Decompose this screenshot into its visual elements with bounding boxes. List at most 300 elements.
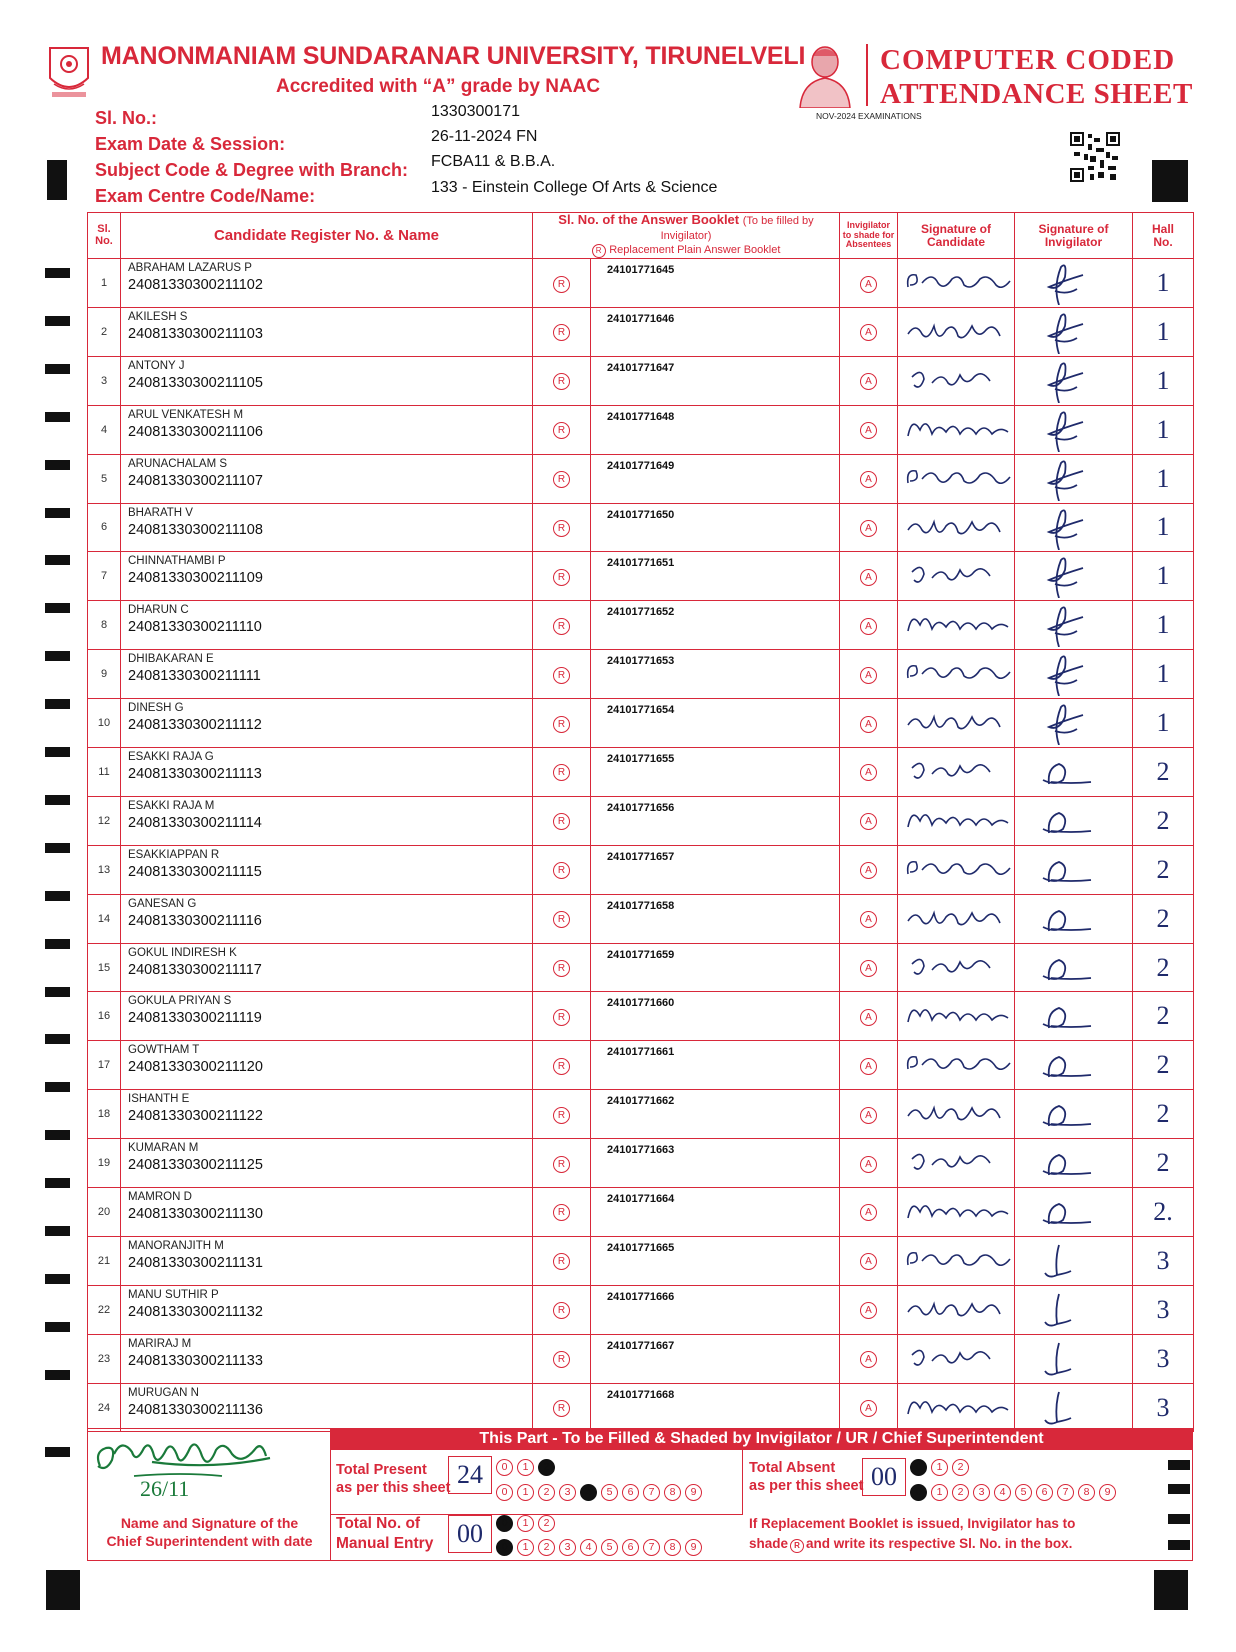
absentee-a-bubble[interactable]: A bbox=[860, 1058, 877, 1075]
absentee-cell[interactable] bbox=[840, 601, 898, 650]
row-sl-no: 18 bbox=[88, 1090, 121, 1139]
timing-mark bbox=[45, 412, 70, 422]
total-present-label: Total Present as per this sheet bbox=[336, 1462, 451, 1496]
candidate-name: GANESAN G bbox=[128, 897, 197, 910]
candidate-name: ESAKKI RAJA G bbox=[128, 751, 214, 763]
candidate-signature bbox=[902, 412, 1016, 450]
replacement-cell[interactable] bbox=[533, 1188, 591, 1237]
hall-number: 2 bbox=[1133, 1041, 1194, 1090]
absentee-cell[interactable] bbox=[840, 454, 898, 503]
table-row bbox=[88, 1383, 1194, 1432]
replacement-cell[interactable] bbox=[533, 259, 591, 308]
digit-bubble[interactable]: 5 bbox=[1015, 1484, 1032, 1501]
booklet-cell bbox=[591, 503, 840, 552]
absentee-cell[interactable] bbox=[840, 845, 898, 894]
invigilator-signature bbox=[1019, 1141, 1133, 1185]
absentee-a-bubble[interactable]: A bbox=[860, 373, 877, 390]
row-sl-no: 15 bbox=[88, 943, 121, 992]
absentee-cell[interactable] bbox=[840, 650, 898, 699]
replacement-cell[interactable] bbox=[533, 699, 591, 748]
replacement-cell[interactable] bbox=[533, 1383, 591, 1432]
table-row bbox=[88, 1188, 1194, 1237]
timing-mark bbox=[45, 795, 70, 805]
absent-unit-bubbles[interactable] bbox=[910, 1482, 1120, 1501]
absentee-a-bubble[interactable]: A bbox=[860, 569, 877, 586]
candidate-signature bbox=[902, 1194, 1016, 1232]
absentee-a-bubble[interactable]: A bbox=[860, 1302, 877, 1319]
digit-bubble[interactable]: 5 bbox=[601, 1539, 618, 1556]
replacement-cell[interactable] bbox=[533, 894, 591, 943]
replacement-r-bubble[interactable]: R bbox=[553, 1058, 570, 1075]
replacement-r-bubble[interactable]: R bbox=[553, 1156, 570, 1173]
candidate-signature bbox=[902, 1390, 1016, 1428]
candidate-name: ARUL VENKATESH M bbox=[128, 408, 244, 421]
register-number: 24081330300211117 bbox=[128, 961, 262, 978]
candidate-signature bbox=[902, 510, 1016, 548]
timing-mark bbox=[45, 747, 70, 757]
digit-bubble[interactable]: 0 bbox=[496, 1539, 513, 1556]
candidate-name: MURUGAN N bbox=[128, 1386, 199, 1399]
digit-bubble[interactable]: 9 bbox=[685, 1539, 702, 1556]
manual-tens-bubbles[interactable] bbox=[496, 1513, 559, 1532]
invigilator-signature-cell bbox=[1015, 1139, 1133, 1188]
row-sl-no: 2 bbox=[88, 307, 121, 356]
digit-bubble[interactable]: 9 bbox=[1099, 1484, 1116, 1501]
booklet-cell bbox=[591, 943, 840, 992]
digit-bubble[interactable]: 1 bbox=[931, 1484, 948, 1501]
candidate-name: MAMRON D bbox=[128, 1191, 192, 1204]
booklet-number: 24101771665 bbox=[607, 1241, 675, 1254]
booklet-cell bbox=[591, 1188, 840, 1237]
absentee-cell[interactable] bbox=[840, 943, 898, 992]
register-number: 24081330300211133 bbox=[128, 1352, 263, 1369]
candidate-signature bbox=[902, 803, 1016, 841]
absentee-a-bubble[interactable]: A bbox=[860, 716, 877, 733]
footer-divider bbox=[742, 1450, 743, 1515]
manual-unit-bubbles[interactable] bbox=[496, 1537, 706, 1556]
present-unit-bubbles[interactable] bbox=[496, 1482, 706, 1501]
digit-bubble[interactable]: 6 bbox=[622, 1539, 639, 1556]
digit-bubble[interactable]: 2 bbox=[538, 1515, 555, 1532]
timing-mark bbox=[45, 555, 70, 565]
absentee-cell[interactable] bbox=[840, 307, 898, 356]
digit-bubble[interactable]: 8 bbox=[664, 1539, 681, 1556]
absentee-a-bubble[interactable]: A bbox=[860, 862, 877, 879]
table-row bbox=[88, 1139, 1194, 1188]
present-tens-bubbles[interactable] bbox=[496, 1457, 559, 1476]
booklet-cell bbox=[591, 552, 840, 601]
digit-bubble[interactable]: 7 bbox=[643, 1539, 660, 1556]
absentee-cell[interactable] bbox=[840, 552, 898, 601]
replacement-r-bubble[interactable]: R bbox=[553, 1107, 570, 1124]
candidate-cell bbox=[121, 1285, 533, 1334]
absentee-a-bubble[interactable]: A bbox=[860, 1351, 877, 1368]
candidate-name: ANTONY J bbox=[128, 359, 185, 372]
digit-bubble[interactable]: 2 bbox=[538, 1484, 555, 1501]
timing-mark bbox=[45, 1322, 70, 1332]
candidate-signature-cell bbox=[898, 1041, 1015, 1090]
absentee-cell[interactable] bbox=[840, 356, 898, 405]
booklet-number: 24101771651 bbox=[607, 557, 675, 570]
timing-mark bbox=[1152, 160, 1188, 202]
digit-bubble[interactable]: 0 bbox=[910, 1484, 927, 1501]
exam-session-label: NOV-2024 EXAMINATIONS bbox=[816, 111, 922, 121]
candidate-signature-cell bbox=[898, 1334, 1015, 1383]
candidate-signature bbox=[902, 950, 1016, 988]
candidate-cell bbox=[121, 699, 533, 748]
absentee-a-bubble[interactable]: A bbox=[860, 960, 877, 977]
digit-bubble[interactable]: 4 bbox=[580, 1484, 597, 1501]
hall-number: 1 bbox=[1133, 552, 1194, 601]
register-number: 24081330300211115 bbox=[128, 863, 262, 880]
candidate-cell bbox=[121, 307, 533, 356]
booklet-cell bbox=[591, 1139, 840, 1188]
candidate-signature-cell bbox=[898, 307, 1015, 356]
absentee-cell[interactable] bbox=[840, 1090, 898, 1139]
digit-bubble[interactable]: 8 bbox=[1078, 1484, 1095, 1501]
absentee-a-bubble[interactable]: A bbox=[860, 324, 877, 341]
absentee-cell[interactable] bbox=[840, 503, 898, 552]
invigilator-signature-cell bbox=[1015, 259, 1133, 308]
booklet-number: 24101771654 bbox=[607, 704, 675, 717]
hall-number: 2 bbox=[1133, 748, 1194, 797]
replacement-cell[interactable] bbox=[533, 454, 591, 503]
booklet-number: 24101771647 bbox=[607, 361, 675, 374]
absentee-a-bubble[interactable]: A bbox=[860, 1253, 877, 1270]
absentee-a-bubble[interactable]: A bbox=[860, 520, 877, 537]
hall-number: 3 bbox=[1133, 1285, 1194, 1334]
booklet-number: 24101771660 bbox=[607, 997, 675, 1010]
candidate-signature-cell bbox=[898, 503, 1015, 552]
replacement-r-bubble[interactable]: R bbox=[553, 471, 570, 488]
invigilator-signature-cell bbox=[1015, 845, 1133, 894]
total-absent-box[interactable]: 00 bbox=[862, 1458, 906, 1496]
register-number: 24081330300211102 bbox=[128, 277, 263, 294]
manual-entry-box[interactable]: 00 bbox=[448, 1515, 492, 1553]
timing-mark bbox=[45, 268, 70, 278]
timing-mark bbox=[45, 843, 70, 853]
replacement-r-bubble[interactable]: R bbox=[553, 716, 570, 733]
row-sl-no: 13 bbox=[88, 845, 121, 894]
digit-bubble[interactable]: 2 bbox=[538, 1459, 555, 1476]
replacement-r-bubble[interactable]: R bbox=[553, 862, 570, 879]
replacement-r-bubble[interactable]: R bbox=[553, 667, 570, 684]
replacement-cell[interactable] bbox=[533, 601, 591, 650]
digit-bubble[interactable]: 6 bbox=[1036, 1484, 1053, 1501]
digit-bubble[interactable]: 0 bbox=[496, 1484, 513, 1501]
booklet-cell bbox=[591, 1041, 840, 1090]
register-number: 24081330300211122 bbox=[128, 1108, 263, 1125]
absentee-a-bubble[interactable]: A bbox=[860, 813, 877, 830]
candidate-signature-cell bbox=[898, 405, 1015, 454]
absentee-a-bubble[interactable]: A bbox=[860, 1204, 877, 1221]
register-number: 24081330300211116 bbox=[128, 912, 262, 929]
absentee-a-bubble[interactable]: A bbox=[860, 618, 877, 635]
candidate-signature bbox=[902, 754, 1016, 792]
replacement-cell[interactable] bbox=[533, 1090, 591, 1139]
digit-bubble[interactable]: 1 bbox=[517, 1539, 534, 1556]
invigilator-signature bbox=[1019, 799, 1133, 843]
register-number: 24081330300211107 bbox=[128, 472, 263, 489]
absentee-cell[interactable] bbox=[840, 1334, 898, 1383]
replacement-r-bubble[interactable]: R bbox=[553, 911, 570, 928]
hall-number: 2 bbox=[1133, 845, 1194, 894]
row-sl-no: 24 bbox=[88, 1383, 121, 1432]
digit-bubble[interactable]: 1 bbox=[517, 1484, 534, 1501]
table-header-row bbox=[88, 213, 1194, 259]
register-number: 24081330300211120 bbox=[128, 1059, 263, 1076]
candidate-cell bbox=[121, 650, 533, 699]
candidate-cell bbox=[121, 1090, 533, 1139]
table-row bbox=[88, 650, 1194, 699]
total-present-box[interactable]: 24 bbox=[448, 1456, 492, 1494]
candidate-name: ISHANTH E bbox=[128, 1093, 190, 1106]
digit-bubble[interactable]: 3 bbox=[973, 1484, 990, 1501]
replacement-r-bubble[interactable]: R bbox=[553, 276, 570, 293]
booklet-number: 24101771649 bbox=[607, 459, 675, 472]
register-number: 24081330300211113 bbox=[128, 766, 262, 782]
row-sl-no: 17 bbox=[88, 1041, 121, 1090]
hall-number: 1 bbox=[1133, 503, 1194, 552]
replacement-r-bubble[interactable]: R bbox=[553, 813, 570, 830]
candidate-cell bbox=[121, 1139, 533, 1188]
timing-mark bbox=[45, 1370, 70, 1380]
hall-number: 1 bbox=[1133, 454, 1194, 503]
digit-bubble[interactable]: 7 bbox=[1057, 1484, 1074, 1501]
total-absent-label: Total Absent as per this sheet bbox=[749, 1460, 864, 1494]
booklet-cell bbox=[591, 1334, 840, 1383]
candidate-signature-cell bbox=[898, 454, 1015, 503]
absentee-cell[interactable] bbox=[840, 796, 898, 845]
booklet-cell bbox=[591, 748, 840, 797]
digit-bubble[interactable]: 2 bbox=[538, 1539, 555, 1556]
digit-bubble[interactable]: 0 bbox=[496, 1459, 513, 1476]
digit-bubble[interactable]: 0 bbox=[910, 1459, 927, 1476]
candidate-signature bbox=[902, 363, 1016, 401]
absentee-a-bubble[interactable]: A bbox=[860, 1009, 877, 1026]
register-number: 24081330300211105 bbox=[128, 374, 263, 391]
invigilator-signature-cell bbox=[1015, 1188, 1133, 1237]
replacement-cell[interactable] bbox=[533, 796, 591, 845]
university-emblem bbox=[46, 44, 92, 100]
centre-value: 133 - Einstein College Of Arts & Science bbox=[431, 179, 718, 196]
invigilator-signature-cell bbox=[1015, 601, 1133, 650]
candidate-name: ESAKKI RAJA M bbox=[128, 799, 215, 812]
absentee-a-bubble[interactable]: A bbox=[860, 422, 877, 439]
table-row bbox=[88, 356, 1194, 405]
replacement-r-bubble[interactable]: R bbox=[553, 618, 570, 635]
candidate-name: AKILESH S bbox=[128, 310, 188, 323]
hall-number: 1 bbox=[1133, 259, 1194, 308]
replacement-cell[interactable] bbox=[533, 552, 591, 601]
replacement-r-bubble[interactable]: R bbox=[553, 373, 570, 390]
col-sl-header: Sl. No. bbox=[88, 213, 121, 259]
register-number: 24081330300211106 bbox=[128, 423, 263, 440]
absentee-cell[interactable] bbox=[840, 1236, 898, 1285]
replacement-r-bubble[interactable]: R bbox=[553, 764, 570, 781]
founder-portrait bbox=[794, 42, 856, 108]
replacement-r-bubble[interactable]: R bbox=[553, 569, 570, 586]
absentee-a-bubble[interactable]: A bbox=[860, 764, 877, 781]
absentee-cell[interactable] bbox=[840, 259, 898, 308]
replacement-r-bubble[interactable]: R bbox=[553, 960, 570, 977]
replacement-r-bubble[interactable]: R bbox=[553, 324, 570, 341]
candidate-signature bbox=[902, 461, 1016, 499]
invigilator-signature bbox=[1019, 1190, 1133, 1234]
absentee-cell[interactable] bbox=[840, 1041, 898, 1090]
candidate-signature bbox=[902, 705, 1016, 743]
replacement-r-bubble[interactable]: R bbox=[553, 1204, 570, 1221]
digit-bubble[interactable]: 9 bbox=[685, 1484, 702, 1501]
chief-superintendent-label: Name and Signature of the Chief Superintendent with date bbox=[106, 1515, 313, 1549]
digit-bubble[interactable]: 0 bbox=[496, 1515, 513, 1532]
invigilator-signature-cell bbox=[1015, 748, 1133, 797]
booklet-cell bbox=[591, 405, 840, 454]
digit-bubble[interactable]: 6 bbox=[622, 1484, 639, 1501]
digit-bubble[interactable]: 1 bbox=[517, 1515, 534, 1532]
candidate-name: MANU SUTHIR P bbox=[128, 1288, 219, 1301]
timing-mark bbox=[47, 160, 67, 200]
replacement-cell[interactable] bbox=[533, 1334, 591, 1383]
invigilator-signature-cell bbox=[1015, 1383, 1133, 1432]
digit-bubble[interactable]: 3 bbox=[559, 1539, 576, 1556]
digit-bubble[interactable]: 2 bbox=[952, 1459, 969, 1476]
absentee-cell[interactable] bbox=[840, 1139, 898, 1188]
centre-label: Exam Centre Code/Name: bbox=[95, 186, 316, 206]
replacement-r-bubble[interactable]: R bbox=[553, 422, 570, 439]
replacement-cell[interactable] bbox=[533, 503, 591, 552]
invigilator-signature bbox=[1019, 750, 1133, 794]
absentee-a-bubble[interactable]: A bbox=[860, 471, 877, 488]
absentee-a-bubble[interactable]: A bbox=[860, 1156, 877, 1173]
candidate-cell bbox=[121, 405, 533, 454]
timing-mark bbox=[45, 603, 70, 613]
invigilator-signature bbox=[1019, 701, 1133, 745]
candidate-name: GOKUL INDIRESH K bbox=[128, 946, 237, 959]
manual-entry-label: Total No. of Manual Entry bbox=[336, 1515, 434, 1552]
digit-bubble[interactable]: 7 bbox=[643, 1484, 660, 1501]
candidate-cell bbox=[121, 992, 533, 1041]
replacement-r-bubble[interactable]: R bbox=[553, 1009, 570, 1026]
booklet-cell bbox=[591, 650, 840, 699]
row-sl-no: 20 bbox=[88, 1188, 121, 1237]
candidate-cell bbox=[121, 259, 533, 308]
digit-bubble[interactable]: 4 bbox=[994, 1484, 1011, 1501]
candidate-name: ESAKKIAPPAN R bbox=[128, 848, 220, 861]
replacement-cell[interactable] bbox=[533, 992, 591, 1041]
candidate-signature bbox=[902, 265, 1016, 303]
replacement-cell[interactable] bbox=[533, 1041, 591, 1090]
timing-mark bbox=[1168, 1514, 1190, 1524]
absentee-cell[interactable] bbox=[840, 748, 898, 797]
hall-number: 2 bbox=[1133, 894, 1194, 943]
candidate-cell bbox=[121, 1236, 533, 1285]
replacement-cell[interactable] bbox=[533, 650, 591, 699]
booklet-cell bbox=[591, 845, 840, 894]
digit-bubble[interactable]: 5 bbox=[601, 1484, 618, 1501]
candidate-signature-cell bbox=[898, 1090, 1015, 1139]
row-sl-no: 3 bbox=[88, 356, 121, 405]
invigilator-signature bbox=[1019, 603, 1133, 647]
replacement-cell[interactable] bbox=[533, 356, 591, 405]
replacement-r-bubble[interactable]: R bbox=[553, 1302, 570, 1319]
footer-banner: This Part - To be Filled & Shaded by Invigilator / UR / Chief Superintendent bbox=[330, 1428, 1193, 1450]
replacement-r-bubble[interactable]: R bbox=[553, 1253, 570, 1270]
replacement-cell[interactable] bbox=[533, 1236, 591, 1285]
col-candidate-signature-header: Signature of Candidate bbox=[898, 213, 1015, 259]
absentee-a-bubble[interactable]: A bbox=[860, 276, 877, 293]
candidate-name: DINESH G bbox=[128, 702, 184, 715]
absentee-cell[interactable] bbox=[840, 1188, 898, 1237]
digit-bubble[interactable]: 1 bbox=[517, 1459, 534, 1476]
replacement-r-bubble[interactable]: R bbox=[553, 1351, 570, 1368]
candidate-signature bbox=[902, 901, 1016, 939]
row-sl-no: 22 bbox=[88, 1285, 121, 1334]
replacement-cell[interactable] bbox=[533, 943, 591, 992]
digit-bubble[interactable]: 8 bbox=[664, 1484, 681, 1501]
row-sl-no: 11 bbox=[88, 748, 121, 797]
candidate-signature bbox=[902, 314, 1016, 352]
absentee-cell[interactable] bbox=[840, 405, 898, 454]
booklet-cell bbox=[591, 307, 840, 356]
absentee-a-bubble[interactable]: A bbox=[860, 911, 877, 928]
replacement-cell[interactable] bbox=[533, 1285, 591, 1334]
replacement-cell[interactable] bbox=[533, 405, 591, 454]
timing-mark bbox=[45, 1447, 70, 1457]
row-sl-no: 16 bbox=[88, 992, 121, 1041]
digit-bubble[interactable]: 3 bbox=[559, 1484, 576, 1501]
invigilator-signature-cell bbox=[1015, 454, 1133, 503]
absentee-a-bubble[interactable]: A bbox=[860, 1400, 877, 1417]
absentee-cell[interactable] bbox=[840, 992, 898, 1041]
timing-mark bbox=[45, 316, 70, 326]
candidate-signature-cell bbox=[898, 650, 1015, 699]
digit-bubble[interactable]: 1 bbox=[931, 1459, 948, 1476]
candidate-cell bbox=[121, 503, 533, 552]
candidate-signature-cell bbox=[898, 796, 1015, 845]
replacement-cell[interactable] bbox=[533, 307, 591, 356]
attendance-table bbox=[87, 212, 1194, 1432]
table-row bbox=[88, 1090, 1194, 1139]
replacement-cell[interactable] bbox=[533, 845, 591, 894]
candidate-cell bbox=[121, 1041, 533, 1090]
table-row bbox=[88, 259, 1194, 308]
absentee-cell[interactable] bbox=[840, 1383, 898, 1432]
absentee-cell[interactable] bbox=[840, 894, 898, 943]
timing-mark bbox=[45, 1130, 70, 1140]
candidate-signature-cell bbox=[898, 1383, 1015, 1432]
candidate-signature bbox=[902, 1047, 1016, 1085]
digit-bubble[interactable]: 4 bbox=[580, 1539, 597, 1556]
replacement-cell[interactable] bbox=[533, 748, 591, 797]
absent-tens-bubbles[interactable] bbox=[910, 1457, 973, 1476]
timing-mark bbox=[1168, 1460, 1190, 1470]
invigilator-signature-cell bbox=[1015, 943, 1133, 992]
absentee-a-bubble[interactable]: A bbox=[860, 667, 877, 684]
digit-bubble[interactable]: 2 bbox=[952, 1484, 969, 1501]
booklet-number: 24101771655 bbox=[607, 753, 675, 765]
replacement-cell[interactable] bbox=[533, 1139, 591, 1188]
absentee-cell[interactable] bbox=[840, 1285, 898, 1334]
booklet-cell bbox=[591, 454, 840, 503]
absentee-a-bubble[interactable]: A bbox=[860, 1107, 877, 1124]
booklet-number: 24101771667 bbox=[607, 1339, 675, 1352]
replacement-r-bubble[interactable]: R bbox=[553, 1400, 570, 1417]
booklet-number: 24101771650 bbox=[607, 508, 675, 521]
replacement-r-bubble[interactable]: R bbox=[553, 520, 570, 537]
hall-number: 3 bbox=[1133, 1383, 1194, 1432]
absentee-cell[interactable] bbox=[840, 699, 898, 748]
